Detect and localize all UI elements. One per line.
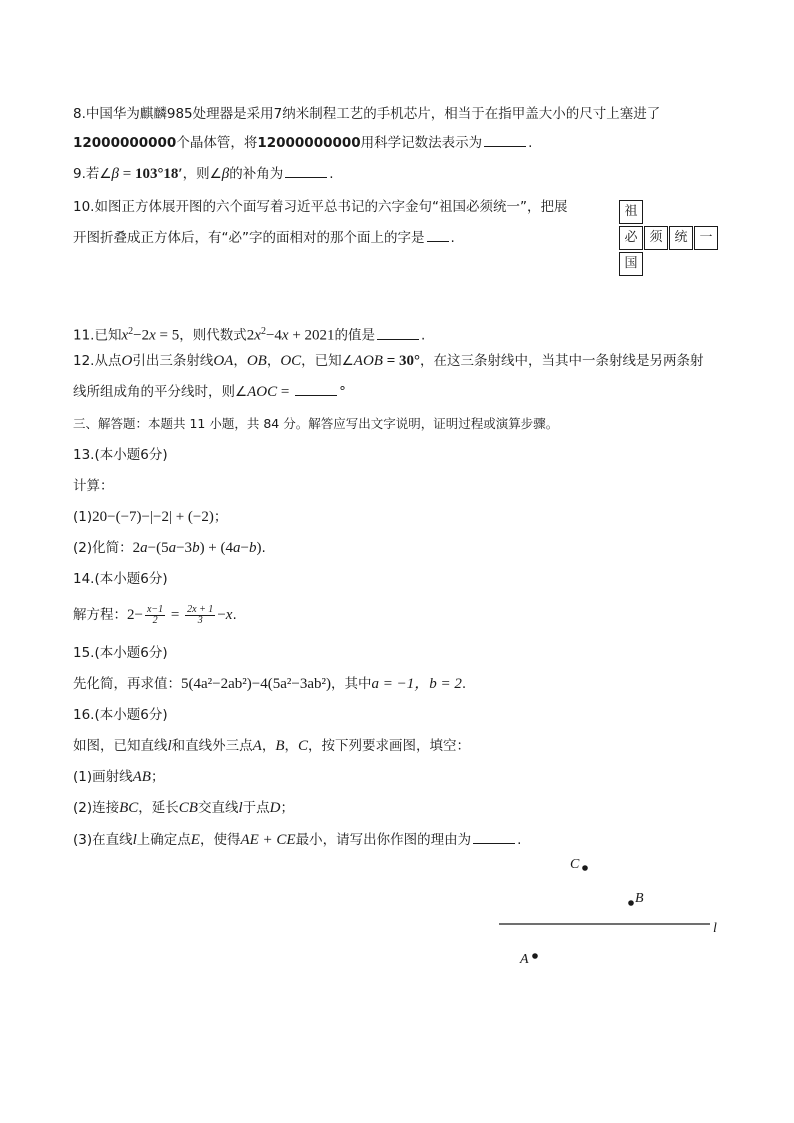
q14-label: 解方程： (73, 607, 127, 623)
q16-l3: l (132, 832, 137, 848)
q13-p2-t5: − (240, 540, 249, 556)
q13-p2-a2: a (168, 540, 177, 556)
q13-title: 13.(本小题6分) (73, 447, 168, 463)
q11-text-a: 11.已知 (73, 327, 122, 344)
q8-period: . (528, 135, 533, 151)
q11-minus4: −4 (265, 327, 282, 344)
q16-BC: BC (119, 800, 139, 816)
q8-text-2: 个晶体管，将 (176, 135, 258, 151)
q9-answer-blank[interactable] (285, 164, 327, 178)
q14-f1-num: x−1 (146, 603, 164, 615)
q16-l2: l (238, 800, 243, 816)
line-and-points-figure (495, 850, 735, 975)
q14-end: . (232, 607, 237, 623)
q11-x: x (121, 327, 129, 344)
q11-minus2: −2 (133, 327, 150, 344)
q16-answer-blank[interactable] (473, 830, 515, 844)
q12-OA: OA (213, 353, 234, 369)
q12-line2 (73, 382, 346, 402)
q14-f2-den: 3 (197, 614, 203, 626)
q14-fraction-1 (145, 605, 165, 626)
q11-plus2021: + 2021 (288, 327, 335, 344)
q13-p2-b2: b (248, 540, 257, 556)
q13-p2-t4: ) + (4 (199, 540, 234, 556)
q10-answer-blank[interactable] (427, 228, 449, 242)
section-3-header: 三、解答题：本题共 11 小题，共 84 分。解答应写出文字说明，证明过程或演算步骤。 (73, 416, 559, 431)
q8-number-1: 12000000000 (73, 135, 177, 151)
q16-p2d: 于点 (242, 800, 270, 816)
q12-AOC: AOC (247, 384, 278, 400)
q16-intro-a: 如图，已知直线 (73, 738, 168, 754)
q13-p2-end: . (261, 540, 266, 556)
q12-text-a: 12.从点 (73, 353, 122, 369)
net-cell-tong: 统 (669, 226, 693, 250)
q16-s1: ， (261, 738, 276, 754)
q16-D: D (269, 800, 281, 816)
q13-p2-t1: 2 (132, 540, 141, 556)
q14-fraction-2 (185, 605, 215, 626)
q16-AECE: AE + CE (240, 832, 296, 848)
q16-title: 16.(本小题6分) (73, 707, 168, 723)
q16-p3b: 上确定点 (136, 832, 191, 848)
q10-line2 (73, 228, 455, 248)
q16-part3 (73, 830, 521, 850)
q11-two: 2 (246, 327, 255, 344)
q12-eq: = (277, 384, 294, 400)
q9-beta-2: β (221, 166, 230, 182)
q11-answer-blank[interactable] (377, 326, 419, 340)
q9-eq: = (118, 166, 135, 182)
q16-p1b: ； (150, 769, 165, 785)
net-cell-yi: 一 (694, 226, 718, 250)
label-C: C (570, 857, 580, 872)
q12-text-c: ，已知∠ (301, 353, 354, 369)
cube-net-figure (619, 200, 720, 278)
q16-C: C (298, 738, 309, 754)
q16-part2 (73, 798, 294, 818)
q14-equation (73, 601, 237, 629)
point-B (628, 900, 634, 906)
q16-p3c: ，使得 (199, 832, 241, 848)
q16-AB: AB (132, 769, 151, 785)
q13-p1-label: (1) (73, 509, 93, 525)
q14-minus: − (217, 607, 226, 623)
q10-text: 开图折叠成正方体后，有“必”字的面相对的那个面上的字是 (73, 230, 425, 246)
net-cell-guo: 国 (619, 252, 643, 276)
q15-title: 15.(本小题6分) (73, 645, 168, 661)
q11-sup2: 2 (260, 326, 266, 337)
q16-CB: CB (178, 800, 198, 816)
q11-period: . (421, 327, 426, 344)
q16-intro-c: ，按下列要求画图，填空： (308, 738, 471, 754)
q13-part1 (73, 507, 227, 527)
q11-text-c: 的值是 (334, 327, 376, 344)
q14-two: 2− (127, 607, 143, 623)
q9-period: . (329, 166, 334, 182)
q16-intro-b: 和直线外三点 (171, 738, 253, 754)
q16-p2a: (2)连接 (73, 800, 120, 816)
q13-intro: 计算： (73, 478, 114, 494)
point-A (532, 953, 538, 959)
q9-text-a: 9.若∠ (73, 166, 112, 182)
q9-beta: β (111, 166, 119, 182)
q11-text-b: ，则代数式 (179, 327, 247, 344)
q16-l: l (167, 738, 172, 754)
q14-title: 14.(本小题6分) (73, 571, 168, 587)
q11-eq5: = 5 (155, 327, 180, 344)
q11-x2: x (149, 327, 156, 344)
q8-line2 (73, 133, 532, 153)
q12-eq30: = 30° (382, 353, 420, 369)
q11-sup1: 2 (128, 326, 134, 337)
q13-part2 (73, 538, 266, 558)
q16-p3a: (3)在直线 (73, 832, 133, 848)
q14-eq: = (167, 607, 184, 623)
q12-answer-blank[interactable] (295, 382, 337, 396)
q15-expression: 5(4a²−2ab²)−4(5a²−3ab²) (181, 676, 331, 692)
q12-sep1: ， (233, 353, 247, 369)
q8-line1: 8.中国华为麒麟985处理器是采用7纳米制程工艺的手机芯片，相当于在指甲盖大小的尺寸上塞进了 (73, 106, 661, 122)
q16-p2e: ； (280, 800, 294, 816)
point-C (582, 865, 588, 871)
q9-line (73, 164, 334, 184)
q12-text-b: 引出三条射线 (132, 353, 214, 369)
q9-text-c: 的补角为 (229, 166, 284, 182)
net-cell-zu: 祖 (619, 200, 643, 224)
q11-x3: x (254, 327, 261, 344)
q13-p2-t2: −(5 (147, 540, 169, 556)
q12-OB: OB (246, 353, 267, 369)
q14-f1-den: 2 (152, 614, 158, 626)
q12-text-e: 线所组成角的平分线时，则∠ (73, 384, 248, 400)
q11-x4: x (281, 327, 289, 344)
q16-p2c: 交直线 (197, 800, 239, 816)
q8-number-2: 12000000000 (257, 135, 361, 151)
label-A: A (520, 952, 529, 967)
q16-p1a: (1)画射线 (73, 769, 133, 785)
q16-intro (73, 736, 470, 756)
q16-A: A (252, 738, 262, 754)
q13-p1-end: ； (213, 509, 228, 525)
q8-text-3: 用科学记数法表示为 (360, 135, 483, 151)
q15-text-b: ，其中 (330, 676, 372, 692)
q16-p3e: . (517, 832, 522, 848)
label-l: l (713, 921, 717, 936)
label-B: B (635, 891, 644, 906)
q9-text-b: ，则∠ (182, 166, 222, 182)
q13-p2-b1: b (192, 540, 200, 556)
q12-sep2: ， (266, 353, 281, 369)
q12-O: O (121, 353, 133, 369)
q13-p1-expr: 20−(−7)−|−2| + (−2) (92, 509, 214, 525)
q16-p2b: ，延长 (138, 800, 179, 816)
q14-f2-num: 2x + 1 (187, 603, 214, 615)
q12-AOB: AOB (353, 353, 383, 369)
q16-B: B (275, 738, 285, 754)
q13-p2-t3: −3 (176, 540, 193, 556)
q11-line (73, 322, 425, 346)
q16-E: E (190, 832, 200, 848)
q10-line1: 10.如图正方体展开图的六个面写着习近平总书记的六字金句“祖国必须统一”，把展 (73, 199, 568, 215)
q13-p2-label: (2)化简： (73, 540, 133, 556)
net-cell-xu: 须 (644, 226, 668, 250)
q8-answer-blank[interactable] (484, 133, 526, 147)
q15-label: 先化简，再求值： (73, 676, 181, 692)
q13-p2-t6: ) (256, 540, 262, 556)
q16-part1 (73, 767, 164, 787)
q13-p2-a3: a (233, 540, 241, 556)
q16-s2: ， (284, 738, 299, 754)
q12-degree: ° (339, 384, 346, 400)
q15-condition: a = −1，b = 2 (371, 676, 462, 692)
q14-x: x (225, 607, 233, 623)
q12-line1 (73, 351, 704, 371)
q15-end: . (461, 676, 467, 692)
q16-p3d: 最小，请写出你作图的理由为 (295, 832, 472, 848)
q10-period: . (450, 230, 455, 246)
q13-p2-a1: a (140, 540, 148, 556)
q12-text-d: ，在这三条射线中，当其中一条射线是另两条射 (420, 353, 704, 369)
q9-value: 103°18′ (134, 166, 183, 182)
net-cell-bi: 必 (619, 226, 643, 250)
q12-OC: OC (280, 353, 302, 369)
q15-body (73, 674, 466, 694)
